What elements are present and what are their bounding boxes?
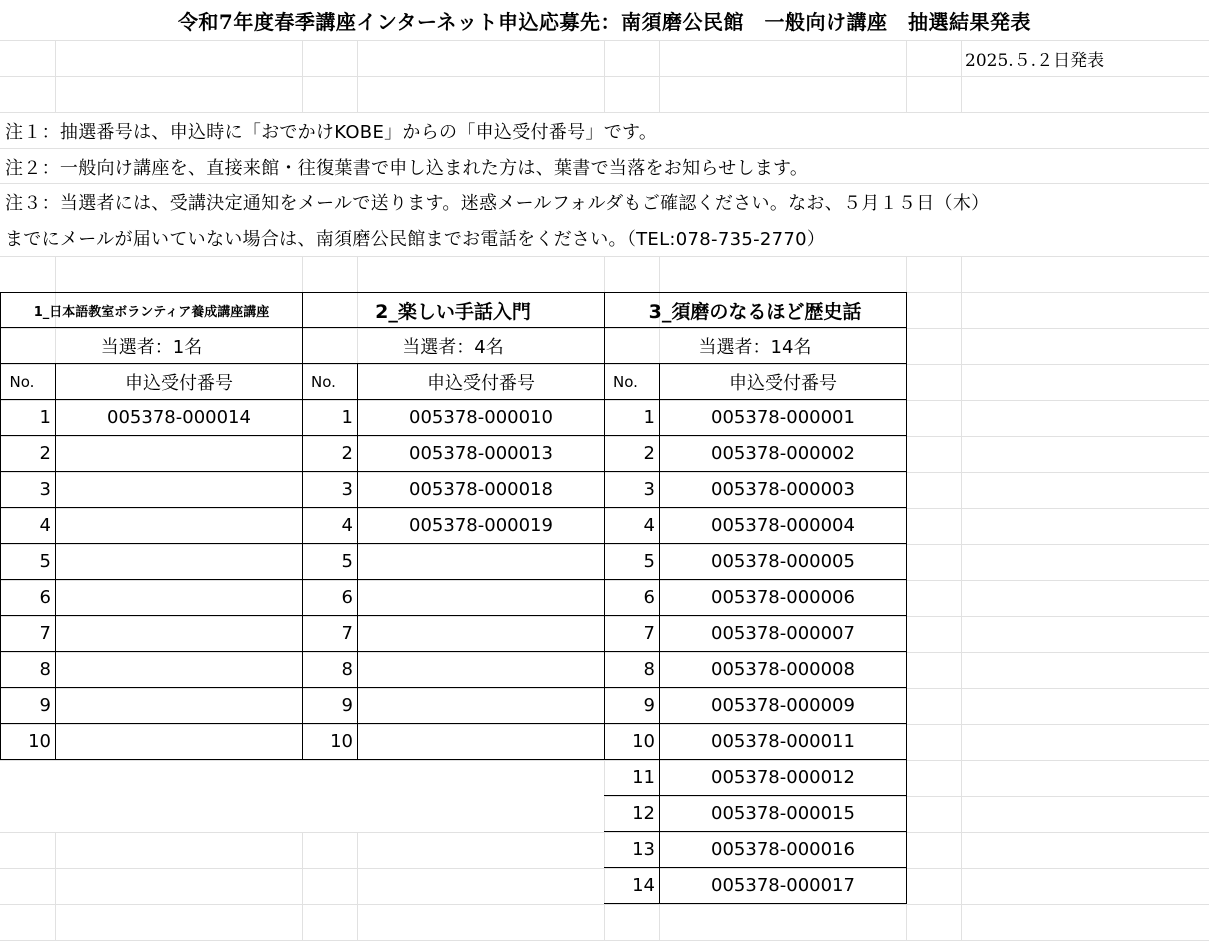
table-row	[604, 616, 907, 652]
column-header-receipt: 申込受付番号	[660, 364, 907, 400]
winners-count: 当選者：4名	[302, 328, 605, 364]
table-row	[0, 472, 303, 508]
receipt-number	[358, 724, 605, 760]
column-header-receipt: 申込受付番号	[56, 364, 303, 400]
row-number: 5	[604, 544, 660, 580]
row-number: 3	[0, 472, 56, 508]
table-row	[604, 796, 907, 832]
receipt-number: 005378-000003	[660, 472, 907, 508]
table-row	[302, 544, 605, 580]
row-number: 6	[0, 580, 56, 616]
receipt-number	[358, 652, 605, 688]
table-row	[604, 508, 907, 544]
note-1: 注１：抽選番号は、申込時に「おでかけKOBE」からの「申込受付番号」です。	[5, 122, 658, 143]
winners-row	[0, 328, 303, 364]
row-number: 4	[302, 508, 358, 544]
row-number: 8	[0, 652, 56, 688]
receipt-number	[56, 508, 303, 544]
table-row	[604, 688, 907, 724]
table-row	[604, 652, 907, 688]
row-number: 6	[302, 580, 358, 616]
table-row	[604, 472, 907, 508]
course-title-row	[604, 292, 907, 328]
course-title: 2_楽しい手話入門	[302, 292, 605, 328]
course-title-row	[302, 292, 605, 328]
note-3-continued: までにメールが届いていない場合は、南須磨公民館までお電話をください。（TEL:078-735-2770）	[5, 229, 826, 250]
receipt-number	[358, 688, 605, 724]
row-number: 5	[0, 544, 56, 580]
receipt-number: 005378-000007	[660, 616, 907, 652]
table-row	[302, 472, 605, 508]
receipt-number	[56, 652, 303, 688]
receipt-number	[56, 580, 303, 616]
row-number: 7	[604, 616, 660, 652]
row-number: 2	[302, 436, 358, 472]
row-number: 4	[0, 508, 56, 544]
receipt-number	[56, 616, 303, 652]
row-number: 10	[302, 724, 358, 760]
winners-row	[604, 328, 907, 364]
row-number: 4	[604, 508, 660, 544]
row-number: 9	[0, 688, 56, 724]
receipt-number	[56, 544, 303, 580]
column-header-row	[604, 364, 907, 400]
course-title: 1_日本語教室ボランティア養成講座講座	[0, 292, 303, 328]
row-number: 9	[604, 688, 660, 724]
course-table-3	[604, 292, 907, 904]
announce-date: 2025.５.２日発表	[965, 50, 1105, 71]
receipt-number: 005378-000011	[660, 724, 907, 760]
receipt-number: 005378-000006	[660, 580, 907, 616]
receipt-number: 005378-000005	[660, 544, 907, 580]
receipt-number: 005378-000004	[660, 508, 907, 544]
table-row	[0, 508, 303, 544]
note-3: 注３：当選者には、受講決定通知をメールで送ります。迷惑メールフォルダもご確認ください。なお、５月１５日（木）	[5, 193, 990, 214]
table-row	[604, 724, 907, 760]
receipt-number: 005378-000017	[660, 868, 907, 904]
receipt-number	[56, 436, 303, 472]
table-row	[0, 400, 303, 436]
receipt-number	[56, 688, 303, 724]
row-number: 7	[0, 616, 56, 652]
column-header-no: No.	[604, 364, 660, 400]
receipt-number: 005378-000016	[660, 832, 907, 868]
table-row	[0, 652, 303, 688]
table-row	[302, 616, 605, 652]
winners-row	[302, 328, 605, 364]
table-row	[604, 868, 907, 904]
table-row	[302, 688, 605, 724]
table-row	[302, 652, 605, 688]
row-number: 8	[302, 652, 358, 688]
receipt-number: 005378-000010	[358, 400, 605, 436]
row-number: 3	[302, 472, 358, 508]
table-row	[0, 724, 303, 760]
table-row	[302, 508, 605, 544]
receipt-number: 005378-000009	[660, 688, 907, 724]
table-row	[0, 436, 303, 472]
table-row	[302, 436, 605, 472]
receipt-number	[56, 724, 303, 760]
receipt-number	[358, 580, 605, 616]
receipt-number: 005378-000019	[358, 508, 605, 544]
table-row	[604, 832, 907, 868]
receipt-number	[56, 472, 303, 508]
table-row	[604, 544, 907, 580]
row-number: 2	[0, 436, 56, 472]
row-number: 12	[604, 796, 660, 832]
table-row	[604, 580, 907, 616]
column-header-no: No.	[302, 364, 358, 400]
row-number: 7	[302, 616, 358, 652]
receipt-number	[358, 544, 605, 580]
course-table-1	[0, 292, 303, 760]
row-number: 6	[604, 580, 660, 616]
row-number: 9	[302, 688, 358, 724]
row-number: 10	[604, 724, 660, 760]
course-table-2	[302, 292, 605, 760]
row-number: 1	[0, 400, 56, 436]
row-number: 13	[604, 832, 660, 868]
page-title: 令和7年度春季講座インターネット申込応募先：南須磨公民館 一般向け講座 抽選結果発表	[177, 9, 1032, 34]
receipt-number: 005378-000013	[358, 436, 605, 472]
row-number: 10	[0, 724, 56, 760]
table-row	[302, 724, 605, 760]
row-number: 5	[302, 544, 358, 580]
receipt-number	[358, 616, 605, 652]
note-2: 注２：一般向け講座を、直接来館・往復葉書で申し込まれた方は、葉書で当落をお知らせします。	[5, 158, 809, 179]
receipt-number: 005378-000018	[358, 472, 605, 508]
row-number: 3	[604, 472, 660, 508]
row-number: 1	[302, 400, 358, 436]
receipt-number: 005378-000001	[660, 400, 907, 436]
table-row	[0, 580, 303, 616]
row-number: 8	[604, 652, 660, 688]
course-title-row	[0, 292, 303, 328]
table-row	[302, 400, 605, 436]
table-row	[604, 760, 907, 796]
receipt-number: 005378-000008	[660, 652, 907, 688]
row-number: 11	[604, 760, 660, 796]
winners-count: 当選者：14名	[604, 328, 907, 364]
column-header-row	[302, 364, 605, 400]
receipt-number: 005378-000012	[660, 760, 907, 796]
table-row	[604, 436, 907, 472]
receipt-number: 005378-000002	[660, 436, 907, 472]
receipt-number: 005378-000014	[56, 400, 303, 436]
row-number: 14	[604, 868, 660, 904]
table-row	[0, 616, 303, 652]
row-number: 1	[604, 400, 660, 436]
table-row	[0, 688, 303, 724]
column-header-row	[0, 364, 303, 400]
course-title: 3_須磨のなるほど歴史話	[604, 292, 907, 328]
table-row	[302, 580, 605, 616]
table-row	[604, 400, 907, 436]
receipt-number: 005378-000015	[660, 796, 907, 832]
row-number: 2	[604, 436, 660, 472]
winners-count: 当選者：1名	[0, 328, 303, 364]
table-row	[0, 544, 303, 580]
column-header-receipt: 申込受付番号	[358, 364, 605, 400]
column-header-no: No.	[0, 364, 56, 400]
